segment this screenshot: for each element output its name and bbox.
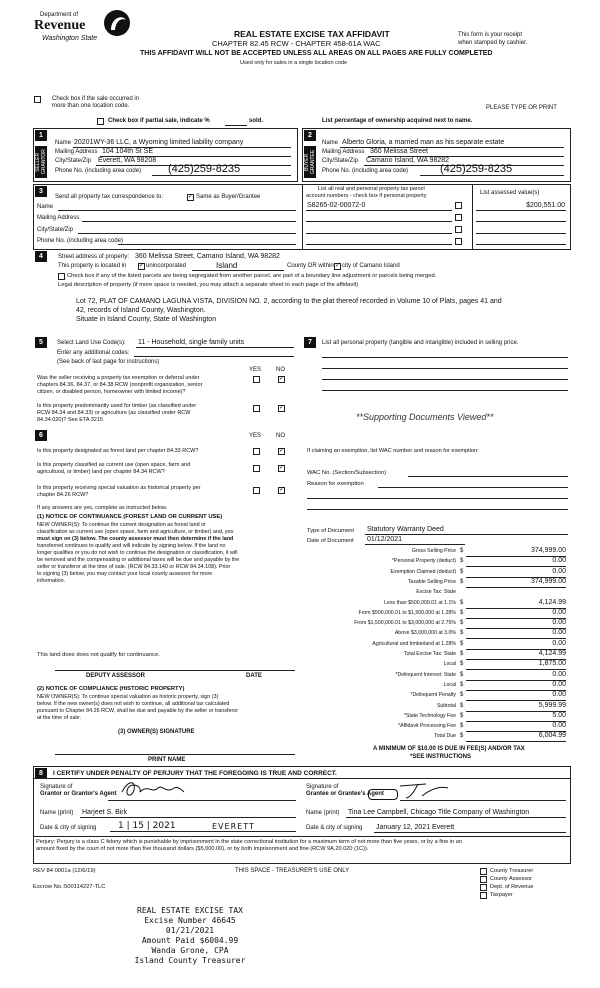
tax-row-label: *Delinquent Interest: State — [395, 671, 456, 678]
tax-row-label: *State Technology Fee — [403, 712, 456, 719]
document-type[interactable]: Statutory Warranty Deed — [367, 526, 444, 533]
stamp-line6: Island County Treasurer — [134, 956, 246, 965]
legal-header: Legal description of property (if more space is needed, you may attach a separate sheet to each page of the affidavit) — [58, 282, 359, 288]
buyer-city[interactable]: Camano Island, WA 98282 — [366, 157, 450, 164]
s5-q1b: chapters 84.36, 84.37, or 84.38 RCW (nonprofit organization, senior — [37, 382, 203, 388]
tax-row-label: *Delinquent Penalty — [410, 692, 456, 699]
tax-row — [300, 651, 570, 661]
tax-row-label: Local — [443, 661, 456, 668]
parcel-personal-checkbox-3[interactable] — [455, 226, 462, 233]
stamp-line2: Excise Number 46645 — [144, 916, 236, 925]
tax-dollar-sign: $ — [460, 620, 464, 627]
section-8-number: 8 — [35, 768, 47, 779]
tax-dollar-sign: $ — [460, 558, 464, 565]
copy-county-treasurer-checkbox[interactable] — [480, 868, 487, 875]
notice1-line7: seller or transferor at the time of sale. (RCW 84.33.140 or RCW 84.34.108). Prior — [37, 564, 231, 570]
s6-q1: Is this property designated as forest land per chapter 84.33 RCW? — [37, 448, 199, 454]
deputy-date-label: DATE — [246, 673, 262, 679]
tax-row-value[interactable]: 0.00 — [552, 691, 566, 699]
legal-line2[interactable]: 42, records of Island County, Washington. — [76, 307, 206, 314]
s3-mail-label: Mailing Address — [37, 215, 80, 221]
notice1-line5: longer qualifies or you do not wish to continue the designation or classification, it will — [37, 550, 238, 556]
parcel-personal-checkbox-1[interactable] — [455, 202, 462, 209]
tax-row — [300, 579, 570, 589]
receipt-note2: when stamped by cashier. — [458, 40, 528, 46]
tax-row-label: Agricultural and timberland at 1.28% — [372, 640, 456, 647]
s6-q2a: Is this property classified as current use (open space, farm and — [37, 462, 191, 468]
tax-row-value[interactable]: 0.00 — [552, 619, 566, 627]
city-label: city of Camano Island — [342, 263, 400, 269]
personal-property-label: List all personal property (tangible and intangible) included in selling price. — [322, 340, 519, 346]
tax-value-line — [466, 669, 566, 670]
tax-dollar-sign: $ — [460, 661, 464, 668]
tax-row — [300, 692, 570, 702]
tax-value-line — [466, 690, 566, 691]
parcel-header1: List all real and personal property tax parcel — [318, 186, 425, 192]
buyer-phone[interactable]: (425)259-8235 — [440, 163, 513, 175]
tax-value-line — [466, 628, 566, 629]
tax-value-line — [466, 587, 566, 588]
s5-q2-no-checkbox[interactable]: ✓ — [279, 405, 285, 411]
tax-table — [300, 548, 570, 744]
section-1-number: 1 — [35, 130, 47, 141]
escrow-number: 500114227-TLC — [64, 884, 106, 890]
escrow-label: Escrow No.: — [33, 884, 65, 890]
s5-yes-header: YES — [249, 367, 262, 373]
parcel-personal-checkbox-4[interactable] — [455, 238, 462, 245]
copy-taxpayer: Taxpayer — [490, 892, 513, 898]
notice1-line2: classification as current use (open space, farm and agriculture, or timber) and, you — [37, 529, 234, 535]
stamp-line4: Amount Paid $6004.99 — [141, 936, 239, 945]
print-note: PLEASE TYPE OR PRINT — [486, 105, 557, 111]
segregate-label: Check box if any of the listed parcels are being segregated from another parcel, are part of a boundary line adjustment or parcels being merged. — [67, 273, 437, 279]
tax-row-label: Exemption Claimed (deduct) — [390, 568, 456, 575]
seller-city-label: City/State/Zip — [55, 158, 92, 164]
legal-line3[interactable]: Situate in Island County, State of Washington — [76, 316, 217, 323]
dor-emblem-icon — [102, 8, 132, 38]
tax-row-label: *Personal Property (deduct) — [391, 558, 456, 565]
s6-q3b: chapter 84.26 RCW? — [37, 492, 89, 498]
copy-taxpayer-checkbox[interactable] — [480, 892, 487, 899]
dept-line2: Revenue — [34, 18, 86, 33]
grantee-sig-label1: Signature of — [306, 784, 339, 790]
s6-q3-yes-checkbox[interactable] — [253, 487, 260, 494]
dept-line1: Department of — [40, 12, 79, 18]
copy-dor: Dept. of Revenue — [490, 884, 534, 890]
tax-value-line — [466, 680, 566, 681]
certify-statement: I CERTIFY UNDER PENALTY OF PERJURY THAT THE FOREGOING IS TRUE AND CORRECT. — [53, 770, 337, 777]
tax-row-label: Taxable Selling Price — [407, 578, 456, 585]
parcel-number[interactable]: S8265-02-00072-0 — [307, 202, 366, 209]
section-6-number: 6 — [35, 430, 47, 441]
s6-yes-header: YES — [249, 433, 262, 439]
single-location-note: Used only for sales in a single location code — [240, 60, 348, 66]
tax-row — [300, 661, 570, 671]
multi-location-checkbox[interactable] — [34, 96, 41, 103]
unincorporated-checkbox[interactable]: ✓ — [139, 263, 145, 269]
exemption-claim-label: If claiming an exemption, list WAC number and reason for exemption: — [307, 448, 479, 454]
s6-q2b: agricultural, or timber) land per chapter 84.34 RCW? — [37, 469, 165, 475]
document-date[interactable]: 01/12/2021 — [367, 536, 403, 543]
tax-dollar-sign: $ — [460, 733, 464, 740]
s5-q2c: 84.34.020)? See ETA 3215 — [37, 417, 103, 423]
sold-label: sold. — [249, 118, 264, 124]
owner-signature-label: (3) OWNER(S) SIGNATURE — [118, 729, 195, 735]
notice2-line2: below. If the new owner(s) does not wish to continue, all additional tax calculated — [37, 701, 230, 707]
located-label: This property is located in — [58, 263, 127, 269]
buyer-city-label: City/State/Zip — [322, 158, 359, 164]
s5-q1-no-checkbox[interactable]: ✓ — [279, 376, 285, 382]
seller-phone[interactable]: (425)259-8235 — [168, 163, 241, 175]
document-type-label: Type of Document — [307, 528, 355, 534]
tax-row-value[interactable]: 0.00 — [552, 567, 566, 575]
document-date-label: Date of Document — [307, 538, 354, 544]
tax-row — [300, 620, 570, 630]
tax-row — [300, 733, 570, 743]
perjury-line1: Perjury: Perjury is a class C felony which is punishable by imprisonment in the state correctional institution for a maximum term of not more than five years, or by a fine in an — [36, 839, 462, 845]
tax-row-value[interactable]: 5,999.99 — [538, 701, 566, 709]
same-as-buyer-checkbox[interactable]: ✓ — [188, 194, 194, 200]
s5-q1-yes-checkbox[interactable] — [253, 376, 260, 383]
s6-q1-no-checkbox[interactable]: ✓ — [279, 448, 285, 454]
tax-dollar-sign: $ — [460, 702, 464, 709]
tax-row-value[interactable]: 0.00 — [552, 629, 566, 637]
notice1-line4: transferred continues to qualify and will indicate by signing below. If the land no — [37, 543, 226, 549]
grantor-city[interactable]: EVERETT — [212, 822, 255, 831]
tax-row — [300, 630, 570, 640]
s3-city-label: City/State/Zip — [37, 227, 74, 233]
notice-continuance-title: (1) NOTICE OF CONTINUANCE (FOREST LAND OR CURRENT USE) — [37, 514, 223, 520]
tax-value-line — [466, 618, 566, 619]
s6-no-header: NO — [276, 433, 285, 439]
tax-dollar-sign: $ — [460, 599, 464, 606]
copy-county-treasurer: County Treasurer — [490, 868, 534, 874]
perjury-line2: amount fixed by the court of not more than five thousand dollars ($5,000.00), or by both imprisonment and fine (RCW 9A.20.020 (1C)). — [36, 846, 369, 852]
s6-q2-yes-checkbox[interactable] — [253, 465, 260, 472]
tax-row — [300, 569, 570, 579]
tax-row-value[interactable]: 374,999.00 — [530, 577, 566, 585]
partial-sale-label: Check box if partial sale, indicate % — [108, 118, 210, 124]
tax-row — [300, 682, 570, 692]
tax-row-value[interactable]: 374,999.00 — [530, 547, 566, 554]
tax-value-line — [466, 566, 566, 567]
tax-row-label: Subtotal — [436, 702, 456, 709]
s5-no-header: NO — [276, 367, 285, 373]
tax-row — [300, 713, 570, 723]
tax-dollar-sign: $ — [460, 723, 464, 730]
section-7-number: 7 — [304, 337, 316, 348]
tax-dollar-sign: $ — [460, 548, 464, 554]
grantee-sig-label2: Grantee or Grantee's Agent — [306, 791, 384, 797]
tax-row-value[interactable]: 0.00 — [552, 670, 566, 678]
grantee-name[interactable]: Tina Lee Campbell, Chicago Title Company of Washington — [348, 809, 530, 816]
tax-row — [300, 723, 570, 733]
partial-sale-checkbox[interactable] — [97, 118, 104, 125]
buyer-name[interactable]: Alberto Gloria, a married man as his separate estate — [342, 139, 505, 146]
notice1-line6: be removed and the compensating or additional taxes will be due and payable by the — [37, 557, 240, 563]
s5-q1a: Was the seller receiving a property tax exemption or deferral under — [37, 375, 200, 381]
grantor-name[interactable]: Harjeet S. Birk — [82, 809, 128, 816]
tax-row — [300, 589, 570, 599]
seller-name[interactable]: 20201WY-36 LLC, a Wyoming limited liability company — [74, 139, 244, 146]
qualify-label: This land does does not qualify for continuance. — [37, 652, 160, 658]
tax-row-label: Excise Tax: State — [416, 589, 456, 596]
deputy-assessor-label: DEPUTY ASSESSOR — [86, 673, 146, 679]
dept-line3: Washington State — [42, 35, 98, 42]
tax-row-value[interactable]: 0.00 — [552, 608, 566, 616]
s6-q1-yes-checkbox[interactable] — [253, 448, 260, 455]
grantor-date[interactable]: 1 | 15 | 2021 — [118, 821, 176, 831]
tax-dollar-sign: $ — [460, 630, 464, 637]
tax-row-value[interactable]: 0.00 — [552, 557, 566, 565]
form-title: REAL ESTATE EXCISE TAX AFFIDAVIT — [234, 29, 390, 39]
tax-dollar-sign: $ — [460, 681, 464, 688]
receipt-note1: This form is your receipt — [458, 32, 523, 38]
legal-line1[interactable]: Lot 72, PLAT OF CAMANO LAGUNA VISTA, DIVISION NO. 2, according to the plat thereof recorded in Volume 10 of Plats, pages 41 and — [76, 298, 502, 305]
grantee-name-label: Name (print) — [306, 810, 340, 816]
tax-row-label: From $500,000.01 to $1,500,000 at 1.28% — [358, 609, 456, 616]
section-3-number: 3 — [35, 186, 47, 197]
parcel-personal-checkbox-2[interactable] — [455, 214, 462, 221]
stamp-line1: REAL ESTATE EXCISE TAX — [137, 906, 243, 915]
s6-answers-note: If any answers are yes, complete as instructed below. — [37, 505, 168, 511]
seller-side-label: SELLER GRANTOR — [35, 146, 47, 178]
tax-dollar-sign: $ — [460, 568, 464, 575]
buyer-mail[interactable]: 360 Melissa Street — [370, 148, 428, 155]
tax-row-label: Total Excise Tax: State — [403, 651, 456, 657]
s5-q1c: citizen, or disabled person, homeowner with limited income)? — [37, 389, 186, 395]
form-chapter: CHAPTER 82.45 RCW - CHAPTER 458-61A WAC — [212, 39, 381, 48]
street-label: Street address of property: — [58, 254, 130, 260]
tax-row-label: Above $3,000,000 at 3.0% — [394, 630, 456, 637]
s6-q2-no-checkbox[interactable]: ✓ — [279, 465, 285, 471]
tax-row — [300, 703, 570, 713]
copy-dor-checkbox[interactable] — [480, 884, 487, 891]
notice-compliance-title: (2) NOTICE OF COMPLIANCE (HISTORIC PROPERTY) — [37, 686, 185, 692]
notice1-line1: NEW OWNER(S): To continue the current designation as forest land or — [37, 522, 206, 528]
see-instructions-label: *SEE INSTRUCTIONS — [410, 754, 472, 760]
s3-phone-label: Phone No. (including area code) — [37, 238, 124, 244]
tax-dollar-sign: $ — [460, 640, 464, 647]
minimum-due-label: A MINIMUM OF $10.00 IS DUE IN FEE(S) AND/OR TAX — [373, 746, 525, 752]
ownership-pct-label: List percentage of ownership acquired next to name. — [322, 118, 473, 124]
notice2-line1: NEW OWNER(S): To continue special valuation as historic property, sign (3) — [37, 694, 219, 700]
section-4-number: 4 — [35, 251, 47, 262]
land-use-code[interactable]: 11 - Household, single family units — [138, 339, 245, 346]
grantee-date-label: Date & city of signing — [306, 825, 363, 831]
exemption-reason-label: Reason for exemption — [307, 481, 364, 487]
tax-dollar-sign: $ — [460, 712, 464, 719]
additional-codes-label: Enter any additional codes: — [57, 350, 130, 356]
treasurer-use-label: THIS SPACE - TREASURER'S USE ONLY — [235, 868, 350, 874]
tax-dollar-sign: $ — [460, 671, 464, 678]
form-warning: THIS AFFIDAVIT WILL NOT BE ACCEPTED UNLESS ALL AREAS ON ALL PAGES ARE FULLY COMPLETED — [140, 50, 493, 57]
notice2-line4: at the time of sale. — [37, 715, 82, 721]
copy-county-assessor: County Assessor — [490, 876, 532, 882]
city-checkbox[interactable]: ✓ — [335, 263, 341, 269]
dor-logo — [30, 8, 135, 48]
tax-row — [300, 641, 570, 651]
tax-row — [300, 558, 570, 568]
tax-row-value[interactable]: 0.00 — [552, 680, 566, 688]
seller-name-label: Name — [55, 140, 72, 146]
unincorporated-label: unincorporated — [146, 263, 187, 269]
tax-row-value[interactable]: 5.00 — [552, 711, 566, 719]
grantor-sig-label2: Grantor or Grantor's Agent — [40, 791, 117, 797]
buyer-mail-label: Mailing Address — [322, 149, 365, 155]
tax-value-line — [466, 711, 566, 712]
assessed-value[interactable]: $200,551.00 — [526, 202, 565, 209]
land-use-label: Select Land Use Code(s): — [57, 340, 126, 346]
tax-row-label: Gross Selling Price — [411, 548, 456, 554]
stamp-line5: Wanda Grone, CPA — [151, 946, 229, 955]
s5-q2a: Is this property predominantly used for timber (as classified under — [37, 403, 197, 409]
tax-value-line — [466, 721, 566, 722]
grantee-signature[interactable] — [396, 778, 456, 802]
tax-value-line — [466, 608, 566, 609]
grantor-sig-label1: Signature of — [40, 784, 73, 790]
buyer-side-label: BUYER GRANTEE — [304, 146, 316, 178]
s6-q3-no-checkbox[interactable]: ✓ — [279, 487, 285, 493]
tax-row — [300, 600, 570, 610]
tax-row-value[interactable]: 0.00 — [552, 639, 566, 647]
notice1-line3: must sign on (3) below. The county assessor must then determine if the land — [37, 536, 234, 542]
agent-circle — [368, 789, 398, 800]
form-revision: REV 84 0001a (12/6/19) — [33, 868, 96, 874]
stamp-line3: 01/21/2021 — [165, 926, 215, 935]
s3-name-label: Name — [37, 204, 54, 210]
s5-q2-yes-checkbox[interactable] — [253, 405, 260, 412]
s6-q3a: Is this property receiving special valuation as historical property per — [37, 485, 201, 491]
tax-row-value[interactable]: 0.00 — [552, 722, 566, 730]
tax-row-label: *Affidavit Processing Fee — [398, 723, 456, 730]
seller-phone-label: Phone No. (including area code) — [55, 168, 142, 174]
seller-mail[interactable]: 104 104th St SE — [102, 148, 153, 155]
tax-row-label: Total Due — [434, 733, 456, 740]
notice2-line3: pursuant to Chapter 84.26 RCW, shall be due and payable by the seller or transferor — [37, 708, 239, 714]
tax-row — [300, 610, 570, 620]
section-5-number: 5 — [35, 337, 47, 348]
buyer-name-label: Name — [322, 140, 339, 146]
assessed-header: List assessed value(s) — [480, 190, 540, 196]
grantor-name-label: Name (print) — [40, 810, 74, 816]
tax-row-label: From $1,500,000.01 to $3,000,000 at 2.75% — [354, 620, 456, 627]
tax-row — [300, 548, 570, 558]
notice1-line8: to signing (3) below, you may contact your local county assessor for more — [37, 571, 213, 577]
tax-row-label: Less than $500,000.01 at 1.1% — [384, 599, 456, 606]
seller-city[interactable]: Everett, WA 98208 — [98, 157, 157, 164]
same-as-buyer-label: Same as Buyer/Grantee — [196, 194, 261, 200]
grantor-date-label: Date & city of signing — [40, 825, 97, 831]
notice1-line9: information. — [37, 578, 66, 584]
county-or-label: County OR within — [287, 263, 334, 269]
print-name-label: PRINT NAME — [148, 757, 186, 763]
county-name[interactable]: Island — [216, 261, 238, 270]
multi-location-label2: more than one location code. — [52, 103, 130, 109]
grantor-signature[interactable] — [118, 778, 188, 802]
buyer-phone-label: Phone No. (including area code) — [322, 168, 409, 174]
supporting-documents-stamp: **Supporting Documents Viewed** — [356, 412, 494, 422]
tax-row-label: Local — [443, 681, 456, 688]
tax-dollar-sign: $ — [460, 609, 464, 616]
parcel-header2: account numbers - check box if personal property — [306, 193, 427, 199]
grantee-date[interactable]: January 12, 2021 Everett — [376, 824, 455, 831]
tax-dollar-sign: $ — [460, 692, 464, 699]
tax-row-value[interactable]: 6,004.99 — [538, 732, 566, 740]
multi-location-label1: Check box if the sale occurred in — [52, 96, 140, 102]
tax-value-line — [466, 741, 566, 742]
tax-value-line — [466, 556, 566, 557]
tax-value-line — [466, 638, 566, 639]
tax-row — [300, 672, 570, 682]
tax-row-value[interactable]: 4,124.99 — [538, 650, 566, 657]
see-back-label: (See back of last page for instructions) — [57, 359, 160, 365]
treasurer-stamp — [120, 906, 260, 966]
copy-county-assessor-checkbox[interactable] — [480, 876, 487, 883]
seller-mail-label: Mailing Address — [55, 149, 98, 155]
section-2-number: 2 — [304, 130, 316, 141]
send-correspondence-label: Send all property tax correspondence to: — [55, 194, 164, 200]
tax-row-value[interactable]: 1,875.00 — [538, 660, 566, 668]
tax-row-value[interactable]: 4,124.99 — [538, 598, 566, 606]
segregate-checkbox[interactable] — [58, 273, 65, 280]
street-address[interactable]: 360 Melissa Street, Camano Island, WA 98282 — [135, 253, 280, 260]
tax-dollar-sign: $ — [460, 651, 464, 657]
tax-dollar-sign: $ — [460, 578, 464, 585]
s5-q2b: RCW 84.34 and 84.33) or agriculture (as classified under RCW — [37, 410, 191, 416]
wac-label: WAC No. (Section/Subsection) — [307, 470, 387, 476]
